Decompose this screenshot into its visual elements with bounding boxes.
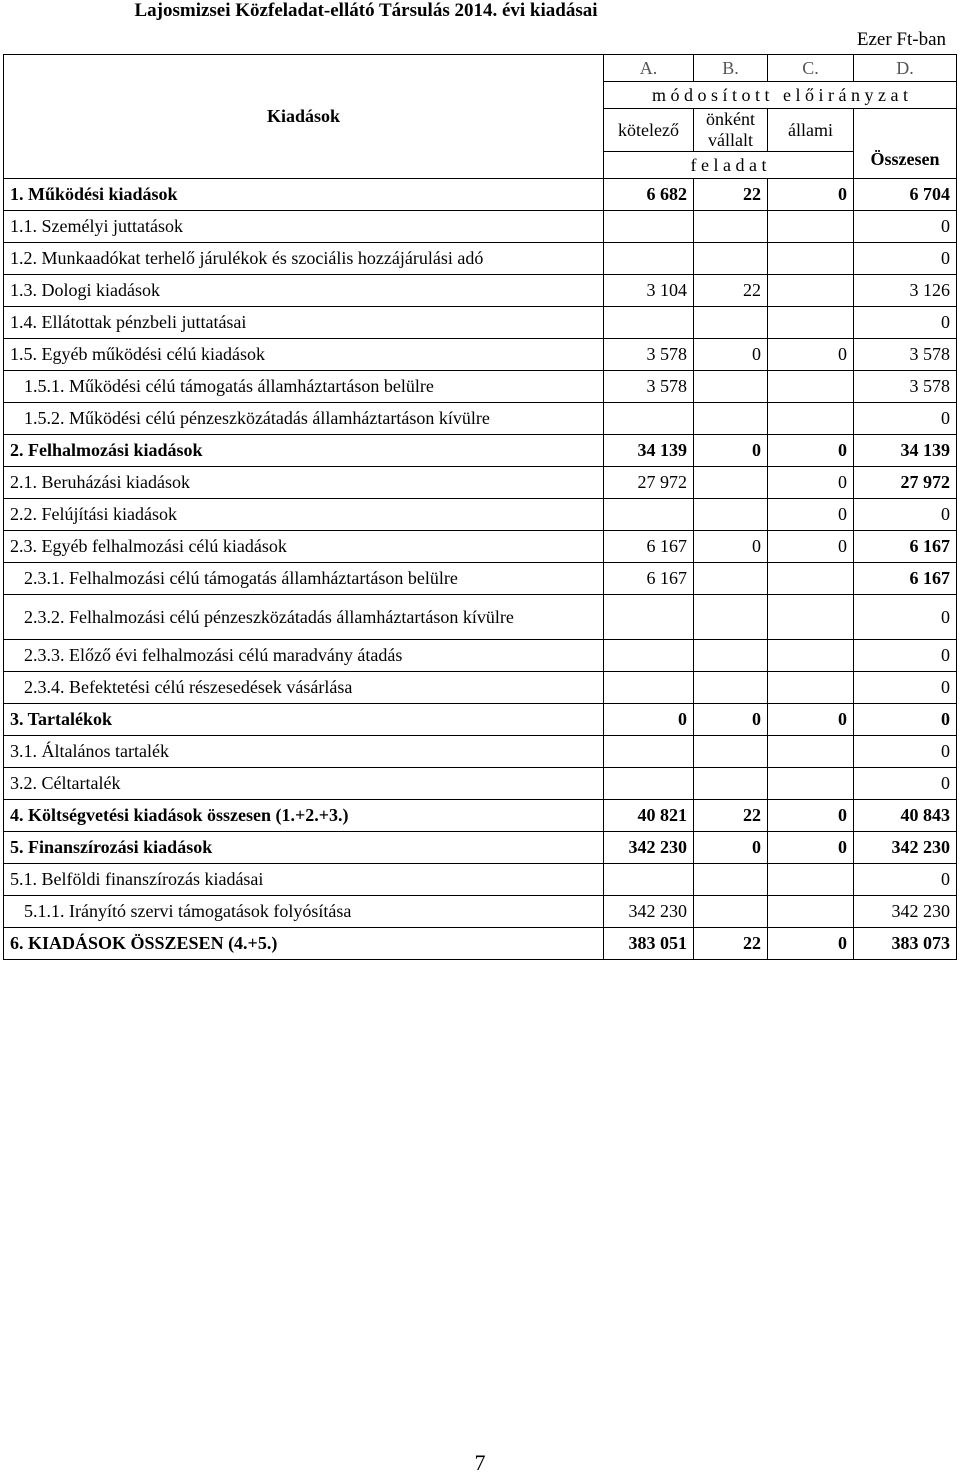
cell-b xyxy=(694,211,768,243)
cell-a: 3 578 xyxy=(604,371,694,403)
cell-c xyxy=(768,736,854,768)
cell-d: 3 578 xyxy=(854,339,957,371)
cell-a: 342 230 xyxy=(604,896,694,928)
row-label: 1.5.1. Működési célú támogatás államháztartáson belülre xyxy=(4,371,604,403)
row-label: 1. Működési kiadások xyxy=(4,179,604,211)
row-label: 2.3.2. Felhalmozási célú pénzeszközátadás államháztartáson kívülre xyxy=(4,595,604,640)
row-label: 5.1.1. Irányító szervi támogatások folyósítása xyxy=(4,896,604,928)
table-row xyxy=(4,371,957,403)
cell-a xyxy=(604,864,694,896)
cell-a: 6 682 xyxy=(604,179,694,211)
cell-d: 0 xyxy=(854,864,957,896)
table-row xyxy=(4,896,957,928)
cell-d: 342 230 xyxy=(854,896,957,928)
header-modositott: m ó d o s í t o t t e l ő i r á n y z a t xyxy=(604,82,957,109)
cell-c: 0 xyxy=(768,704,854,736)
cell-d: 0 xyxy=(854,307,957,339)
cell-c xyxy=(768,243,854,275)
cell-c xyxy=(768,307,854,339)
header-osszesen: Összesen xyxy=(854,109,957,179)
cell-c xyxy=(768,896,854,928)
cell-c: 0 xyxy=(768,435,854,467)
header-col-a: A. xyxy=(604,55,694,82)
cell-b xyxy=(694,896,768,928)
row-label: 2.1. Beruházási kiadások xyxy=(4,467,604,499)
cell-d: 27 972 xyxy=(854,467,957,499)
cell-a: 34 139 xyxy=(604,435,694,467)
cell-a: 3 104 xyxy=(604,275,694,307)
table-row xyxy=(4,864,957,896)
cell-d: 0 xyxy=(854,768,957,800)
cell-c: 0 xyxy=(768,499,854,531)
cell-c: 0 xyxy=(768,832,854,864)
cell-d: 0 xyxy=(854,704,957,736)
row-label: 5. Finanszírozási kiadások xyxy=(4,832,604,864)
cell-d: 3 126 xyxy=(854,275,957,307)
row-label: 5.1. Belföldi finanszírozás kiadásai xyxy=(4,864,604,896)
cell-c xyxy=(768,275,854,307)
table-row xyxy=(4,800,957,832)
cell-a xyxy=(604,307,694,339)
cell-d: 6 167 xyxy=(854,563,957,595)
header-col-c: C. xyxy=(768,55,854,82)
table-row xyxy=(4,768,957,800)
cell-b xyxy=(694,499,768,531)
cell-d: 40 843 xyxy=(854,800,957,832)
unit-label: Ezer Ft-ban xyxy=(856,29,946,50)
row-label: 6. KIADÁSOK ÖSSZESEN (4.+5.) xyxy=(4,928,604,960)
cell-b xyxy=(694,672,768,704)
cell-b: 0 xyxy=(694,832,768,864)
cell-b: 0 xyxy=(694,531,768,563)
cell-a: 40 821 xyxy=(604,800,694,832)
cell-b xyxy=(694,307,768,339)
cell-a xyxy=(604,640,694,672)
table-row xyxy=(4,832,957,864)
row-label: 2.3. Egyéb felhalmozási célú kiadások xyxy=(4,531,604,563)
table-row xyxy=(4,531,957,563)
cell-b: 22 xyxy=(694,275,768,307)
cell-d: 0 xyxy=(854,672,957,704)
cell-b: 0 xyxy=(694,704,768,736)
row-label: 1.5. Egyéb működési célú kiadások xyxy=(4,339,604,371)
table-row xyxy=(4,672,957,704)
expenditure-table xyxy=(3,54,957,960)
cell-d: 0 xyxy=(854,595,957,640)
document-title: Lajosmizsei Közfeladat-ellátó Társulás 2014. évi kiadásai xyxy=(134,0,598,21)
table-row xyxy=(4,403,957,435)
row-label: 1.2. Munkaadókat terhelő járulékok és szociális hozzájárulási adó xyxy=(4,243,604,275)
cell-c: 0 xyxy=(768,179,854,211)
table-row xyxy=(4,640,957,672)
row-label: 1.1. Személyi juttatások xyxy=(4,211,604,243)
table-row xyxy=(4,595,957,640)
cell-a: 383 051 xyxy=(604,928,694,960)
row-label: 2.2. Felújítási kiadások xyxy=(4,499,604,531)
row-label: 1.5.2. Működési célú pénzeszközátadás államháztartáson kívülre xyxy=(4,403,604,435)
cell-b: 22 xyxy=(694,928,768,960)
cell-d: 34 139 xyxy=(854,435,957,467)
cell-c: 0 xyxy=(768,467,854,499)
table-row xyxy=(4,243,957,275)
cell-c xyxy=(768,864,854,896)
table-row xyxy=(4,275,957,307)
cell-c: 0 xyxy=(768,531,854,563)
cell-b: 0 xyxy=(694,339,768,371)
cell-a xyxy=(604,736,694,768)
header-feladat: f e l a d a t xyxy=(604,152,854,179)
row-label: 1.4. Ellátottak pénzbeli juttatásai xyxy=(4,307,604,339)
cell-c xyxy=(768,563,854,595)
cell-b xyxy=(694,563,768,595)
header-kiadasok: Kiadások xyxy=(4,55,604,179)
cell-c: 0 xyxy=(768,800,854,832)
header-kotelezo: kötelező xyxy=(604,109,694,152)
cell-c xyxy=(768,595,854,640)
table-row xyxy=(4,704,957,736)
cell-d: 6 167 xyxy=(854,531,957,563)
cell-b xyxy=(694,640,768,672)
row-label: 2.3.4. Befektetési célú részesedések vásárlása xyxy=(4,672,604,704)
cell-a: 6 167 xyxy=(604,531,694,563)
cell-b xyxy=(694,864,768,896)
cell-b xyxy=(694,243,768,275)
cell-d: 3 578 xyxy=(854,371,957,403)
row-label: 3. Tartalékok xyxy=(4,704,604,736)
cell-d: 0 xyxy=(854,499,957,531)
table-row xyxy=(4,307,957,339)
cell-d: 0 xyxy=(854,736,957,768)
cell-a: 6 167 xyxy=(604,563,694,595)
cell-d: 0 xyxy=(854,243,957,275)
header-col-d: D. xyxy=(854,55,957,82)
header-onkent: önként vállalt xyxy=(694,109,768,152)
row-label: 2. Felhalmozási kiadások xyxy=(4,435,604,467)
cell-c xyxy=(768,403,854,435)
cell-b xyxy=(694,768,768,800)
row-label: 1.3. Dologi kiadások xyxy=(4,275,604,307)
cell-a xyxy=(604,403,694,435)
cell-c: 0 xyxy=(768,339,854,371)
cell-a xyxy=(604,499,694,531)
cell-c: 0 xyxy=(768,928,854,960)
cell-b xyxy=(694,403,768,435)
cell-a: 0 xyxy=(604,704,694,736)
cell-d: 6 704 xyxy=(854,179,957,211)
cell-b xyxy=(694,736,768,768)
cell-a: 342 230 xyxy=(604,832,694,864)
cell-b: 22 xyxy=(694,800,768,832)
cell-d: 342 230 xyxy=(854,832,957,864)
cell-b xyxy=(694,595,768,640)
cell-c xyxy=(768,371,854,403)
table-row xyxy=(4,179,957,211)
header-row-letters xyxy=(4,55,957,82)
table-row xyxy=(4,339,957,371)
table-row xyxy=(4,435,957,467)
cell-a xyxy=(604,768,694,800)
row-label: 3.1. Általános tartalék xyxy=(4,736,604,768)
cell-a: 27 972 xyxy=(604,467,694,499)
cell-a: 3 578 xyxy=(604,339,694,371)
cell-b xyxy=(694,467,768,499)
page-number: 7 xyxy=(474,1450,486,1475)
table-row xyxy=(4,563,957,595)
cell-d: 0 xyxy=(854,403,957,435)
row-label: 2.3.3. Előző évi felhalmozási célú maradvány átadás xyxy=(4,640,604,672)
cell-a xyxy=(604,595,694,640)
cell-d: 383 073 xyxy=(854,928,957,960)
row-label: 3.2. Céltartalék xyxy=(4,768,604,800)
cell-c xyxy=(768,672,854,704)
cell-c xyxy=(768,640,854,672)
table-row xyxy=(4,928,957,960)
table-row xyxy=(4,736,957,768)
cell-a xyxy=(604,672,694,704)
cell-c xyxy=(768,211,854,243)
cell-b: 0 xyxy=(694,435,768,467)
table-row xyxy=(4,467,957,499)
cell-b: 22 xyxy=(694,179,768,211)
row-label: 2.3.1. Felhalmozási célú támogatás államháztartáson belülre xyxy=(4,563,604,595)
cell-b xyxy=(694,371,768,403)
cell-d: 0 xyxy=(854,640,957,672)
cell-a xyxy=(604,243,694,275)
header-allami: állami xyxy=(768,109,854,152)
cell-d: 0 xyxy=(854,211,957,243)
table-row xyxy=(4,499,957,531)
header-col-b: B. xyxy=(694,55,768,82)
table-row xyxy=(4,211,957,243)
row-label: 4. Költségvetési kiadások összesen (1.+2.+3.) xyxy=(4,800,604,832)
cell-a xyxy=(604,211,694,243)
cell-c xyxy=(768,768,854,800)
